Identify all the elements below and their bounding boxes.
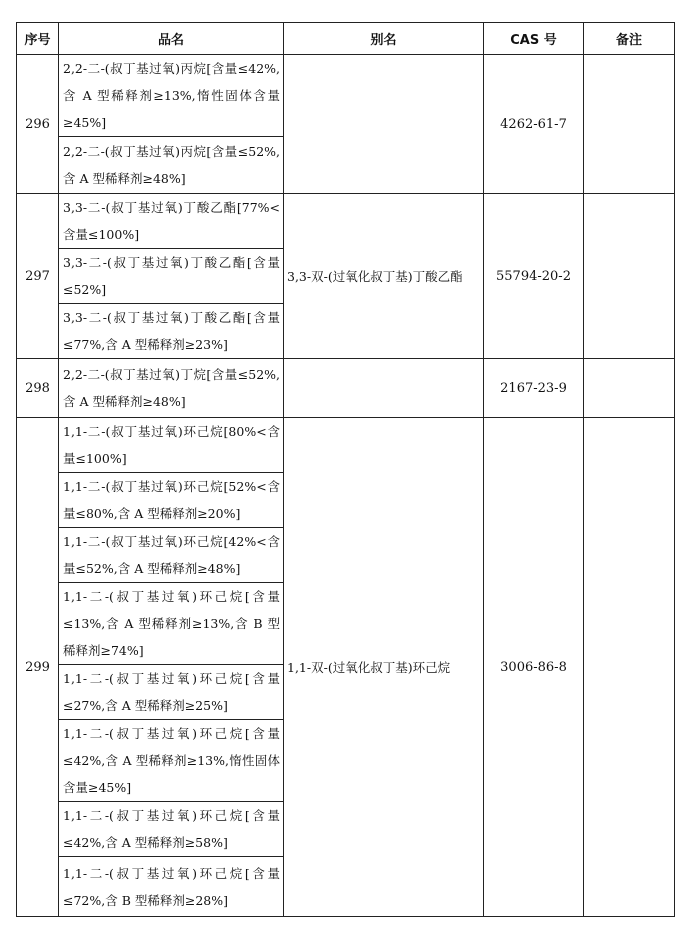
header-note: 备注 <box>584 23 675 55</box>
row-number: 297 <box>17 194 59 359</box>
cas-number: 2167-23-9 <box>484 359 584 418</box>
table-row <box>17 359 675 418</box>
product-name: 2,2-二-(叔丁基过氧)丙烷[含量≤42%,含 A 型稀释剂≥13%,惰性固体含量≥45%] <box>59 55 284 137</box>
remarks-cell <box>584 55 675 194</box>
product-name: 1,1-二-(叔丁基过氧)环己烷[52%<含量≤80%,含 A 型稀释剂≥20%] <box>59 473 284 528</box>
product-name: 1,1-二-(叔丁基过氧)环己烷[42%<含量≤52%,含 A 型稀释剂≥48%] <box>59 528 284 583</box>
product-name: 1,1-二-(叔丁基过氧)环己烷[含量≤27%,含 A 型稀释剂≥25%] <box>59 665 284 720</box>
row-number: 298 <box>17 359 59 418</box>
table-body <box>17 55 675 917</box>
product-name: 3,3-二-(叔丁基过氧)丁酸乙酯[含量≤77%,含 A 型稀释剂≥23%] <box>59 304 284 359</box>
product-name: 1,1-二-(叔丁基过氧)环己烷[80%<含量≤100%] <box>59 418 284 473</box>
product-name: 2,2-二-(叔丁基过氧)丙烷[含量≤52%,含 A 型稀释剂≥48%] <box>59 137 284 194</box>
alias-name <box>284 359 484 418</box>
table-row <box>17 418 675 473</box>
chemical-table <box>16 22 675 917</box>
product-name: 1,1-二-(叔丁基过氧)环己烷[含量≤42%,含 A 型稀释剂≥13%,惰性固体含量≥45%] <box>59 720 284 802</box>
row-number: 299 <box>17 418 59 917</box>
table-row <box>17 55 675 137</box>
product-name: 1,1-二-(叔丁基过氧)环己烷[含量≤13%,含 A 型稀释剂≥13%,含 B 型稀释剂≥74%] <box>59 583 284 665</box>
cas-number: 4262-61-7 <box>484 55 584 194</box>
alias-name: 3,3-双-(过氧化叔丁基)丁酸乙酯 <box>284 194 484 359</box>
remarks-cell <box>584 194 675 359</box>
header-name: 品名 <box>59 23 284 55</box>
product-name: 2,2-二-(叔丁基过氧)丁烷[含量≤52%,含 A 型稀释剂≥48%] <box>59 359 284 418</box>
product-name: 3,3-二-(叔丁基过氧)丁酸乙酯[77%<含量≤100%] <box>59 194 284 249</box>
header-row <box>17 23 675 55</box>
header-no: 序号 <box>17 23 59 55</box>
table-row <box>17 194 675 249</box>
product-name: 3,3-二-(叔丁基过氧)丁酸乙酯[含量≤52%] <box>59 249 284 304</box>
product-name: 1,1-二-(叔丁基过氧)环己烷[含量≤42%,含 A 型稀释剂≥58%] <box>59 802 284 857</box>
cas-number: 3006-86-8 <box>484 418 584 917</box>
alias-name <box>284 55 484 194</box>
alias-name: 1,1-双-(过氧化叔丁基)环己烷 <box>284 418 484 917</box>
table-header <box>17 23 675 55</box>
row-number: 296 <box>17 55 59 194</box>
cas-number: 55794-20-2 <box>484 194 584 359</box>
product-name: 1,1-二-(叔丁基过氧)环己烷[含量≤72%,含 B 型稀释剂≥28%] <box>59 857 284 917</box>
remarks-cell <box>584 359 675 418</box>
remarks-cell <box>584 418 675 917</box>
header-cas: CAS 号 <box>484 23 584 55</box>
header-alias: 别名 <box>284 23 484 55</box>
